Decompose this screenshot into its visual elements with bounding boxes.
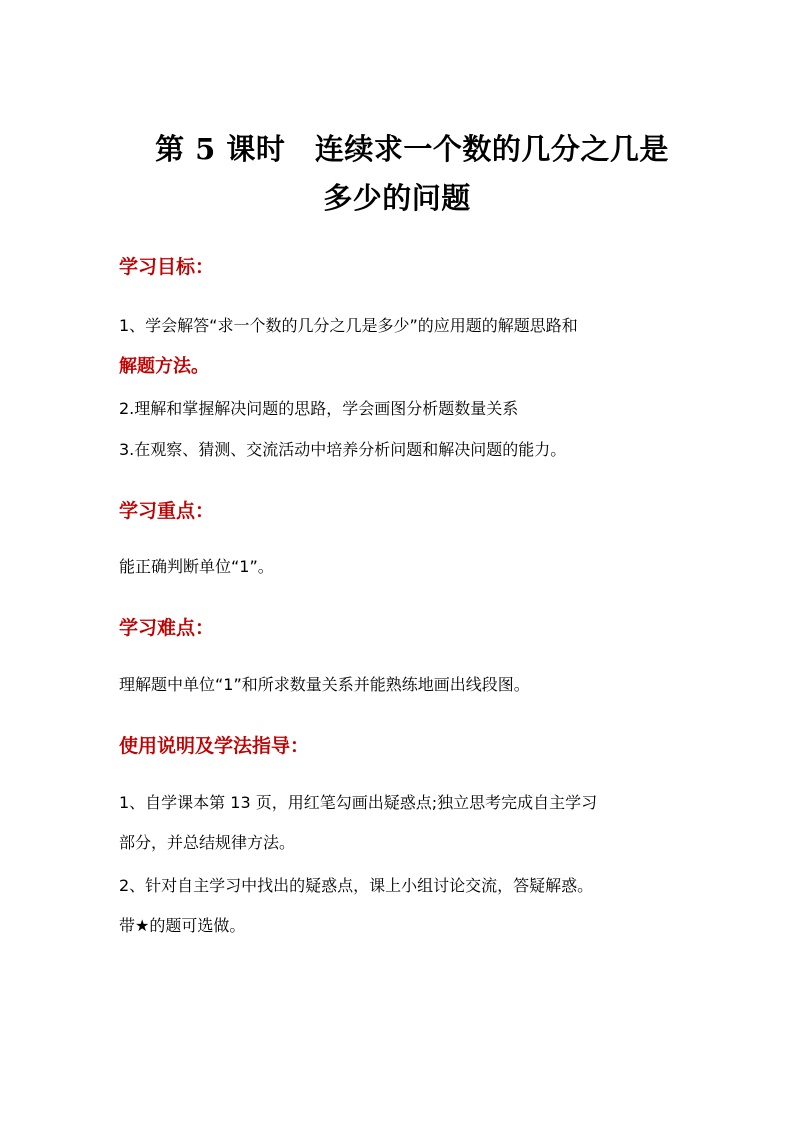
instructions-heading: 使用说明及学法指导： xyxy=(119,735,310,757)
objective-item-1-continued: 解题方法。 xyxy=(119,356,209,377)
key-points-heading: 学习重点： xyxy=(119,500,215,522)
objectives-heading: 学习目标： xyxy=(119,256,215,278)
key-points-text: 能正确判断单位“1”。 xyxy=(119,557,274,576)
objective-item-1: 1、学会解答“求一个数的几分之几是多少”的应用题的解题思路和 xyxy=(119,316,578,335)
difficulties-text: 理解题中单位“1”和所求数量关系并能熟练地画出线段图。 xyxy=(119,675,530,694)
instruction-item-2: 2、针对自主学习中找出的疑惑点，课上小组讨论交流，答疑解惑。 xyxy=(119,876,594,895)
objective-item-2: 2.理解和掌握解决问题的思路，学会画图分析题数量关系 xyxy=(119,399,519,418)
lesson-title-line-2: 多少的问题 xyxy=(323,181,471,215)
instruction-item-1-continued: 部分，并总结规律方法。 xyxy=(119,833,296,852)
instruction-item-1: 1、自学课本第 13 页，用红笔勾画出疑惑点;独立思考完成自主学习 xyxy=(119,793,598,812)
instruction-item-2-continued: 带★的题可选做。 xyxy=(119,916,246,935)
objective-item-3: 3.在观察、猜测、交流活动中培养分析问题和解决问题的能力。 xyxy=(119,440,567,459)
lesson-title-line-1: 第 5 课时 连续求一个数的几分之几是 xyxy=(155,132,669,166)
difficulties-heading: 学习难点： xyxy=(119,617,215,639)
